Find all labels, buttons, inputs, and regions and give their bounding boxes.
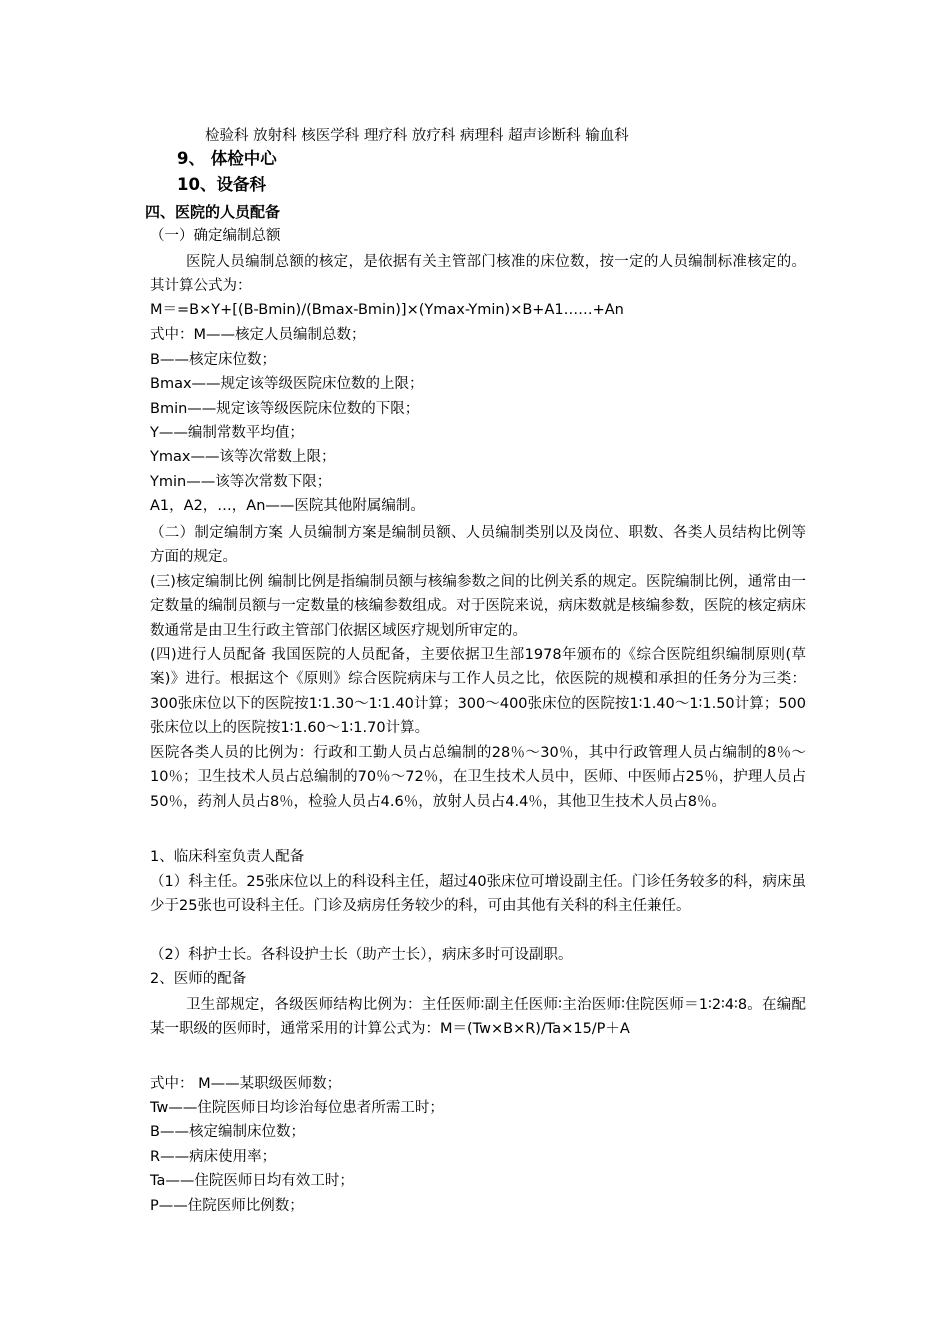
subheading-total-staff: （一）确定编制总额 (150, 228, 281, 244)
formula-total-staff: M＝=B×Y+[(B-Bmin)/(Bmax-Bmin)]×(Ymax-Ymin)×B+A1……+An (150, 302, 624, 318)
paragraph-head-nurse: （2）科护士长。各科设护士长（助产士长），病床多时可设副职。 (150, 947, 573, 963)
heading-equipment-dept: 10、设备科 (177, 175, 266, 194)
definition-line: Ta——住院医师日均有效工时； (150, 1173, 354, 1189)
definition-line: R——病床使用率； (150, 1149, 277, 1165)
definition-line: B——核定床位数； (150, 352, 276, 368)
paragraph-staff-quota: 医院人员编制总额的核定，是依据有关主管部门核准的床位数，按一定的人员编制标准核定的。其计算公式为： (150, 254, 806, 295)
heading-physical-exam-center: 9、 体检中心 (177, 149, 277, 168)
definition-line: Y——编制常数平均值； (150, 425, 304, 441)
department-list: 检验科 放射科 核医学科 理疗科 放疗科 病理科 超声诊断科 输血科 (205, 128, 629, 144)
definition-line: Ymax——该等次常数上限； (150, 449, 336, 465)
paragraph-staffing-plan: （二）制定编制方案 人员编制方案是编制员额、人员编制类别以及岗位、职数、各类人员结构比例等方面的规定。 (150, 525, 806, 566)
paragraph-staff-allocation: (四)进行人员配备 我国医院的人员配备，主要依据卫生部1978年颁布的《综合医院组织编制原则(草案)》进行。根据这个《原则》综合医院病床与工作人员之比，依医院的规模和承担的任务分为三类：300张床位以下的医院按1∶1.30～1∶1.40计算；300～400张床位的医院按1∶1.40～1∶1.50计算；500张床位以上的医院按1∶1.60～1∶1.70计算。 (150, 647, 806, 736)
definition-line: B——核定编制床位数； (150, 1124, 305, 1140)
paragraph-physician-ratio: 卫生部规定，各级医师结构比例为：主任医师∶副主任医师∶主治医师∶住院医师＝1∶2∶4∶8。在编配某一职级的医师时，通常采用的计算公式为：M＝(Tw×B×R)/Ta×15/P＋A (150, 997, 806, 1038)
section-heading-staffing: 四、医院的人员配备 (145, 203, 281, 221)
definition-line: 式中： M——某职级医师数； (150, 1076, 342, 1092)
subheading-physicians: 2、医师的配备 (150, 971, 247, 987)
definition-line: Ymin——该等次常数下限； (150, 474, 332, 490)
paragraph-staff-proportions: 医院各类人员的比例为：行政和工勤人员占总编制的28％～30％，其中行政管理人员占编制的8％～10％；卫生技术人员占总编制的70％～72％，在卫生技术人员中，医师、中医师占25％，护理人员占50％，药剂人员占8％，检验人员占4.6％，放射人员占4.4％，其他卫生技术人员占8％。 (150, 745, 806, 810)
definition-line: Bmin——规定该等级医院床位数的下限； (150, 401, 420, 417)
paragraph-department-director: （1）科主任。25张床位以上的科设科主任，超过40张床位可增设副主任。门诊任务较多的科，病床虽少于25张也可设科主任。门诊及病房任务较少的科，可由其他有关科的科主任兼任。 (150, 874, 806, 915)
definition-line: Tw——住院医师日均诊治每位患者所需工时； (150, 1100, 444, 1116)
paragraph-staffing-ratio: (三)核定编制比例 编制比例是指编制员额与核编参数之间的比例关系的规定。医院编制比例，通常由一定数量的编制员额与一定数量的核编参数组成。对于医院来说，病床数就是核编参数，医院的核定病床数通常是由卫生行政主管部门依据区域医疗规划所审定的。 (150, 574, 806, 639)
definition-line: Bmax——规定该等级医院床位数的上限； (150, 376, 424, 392)
definition-line: 式中：M——核定人员编制总数； (150, 327, 366, 343)
definition-line: A1，A2，…，An——医院其他附属编制。 (150, 498, 425, 514)
definition-line: P——住院医师比例数； (150, 1198, 304, 1214)
subheading-clinical-heads: 1、临床科室负责人配备 (150, 849, 305, 865)
